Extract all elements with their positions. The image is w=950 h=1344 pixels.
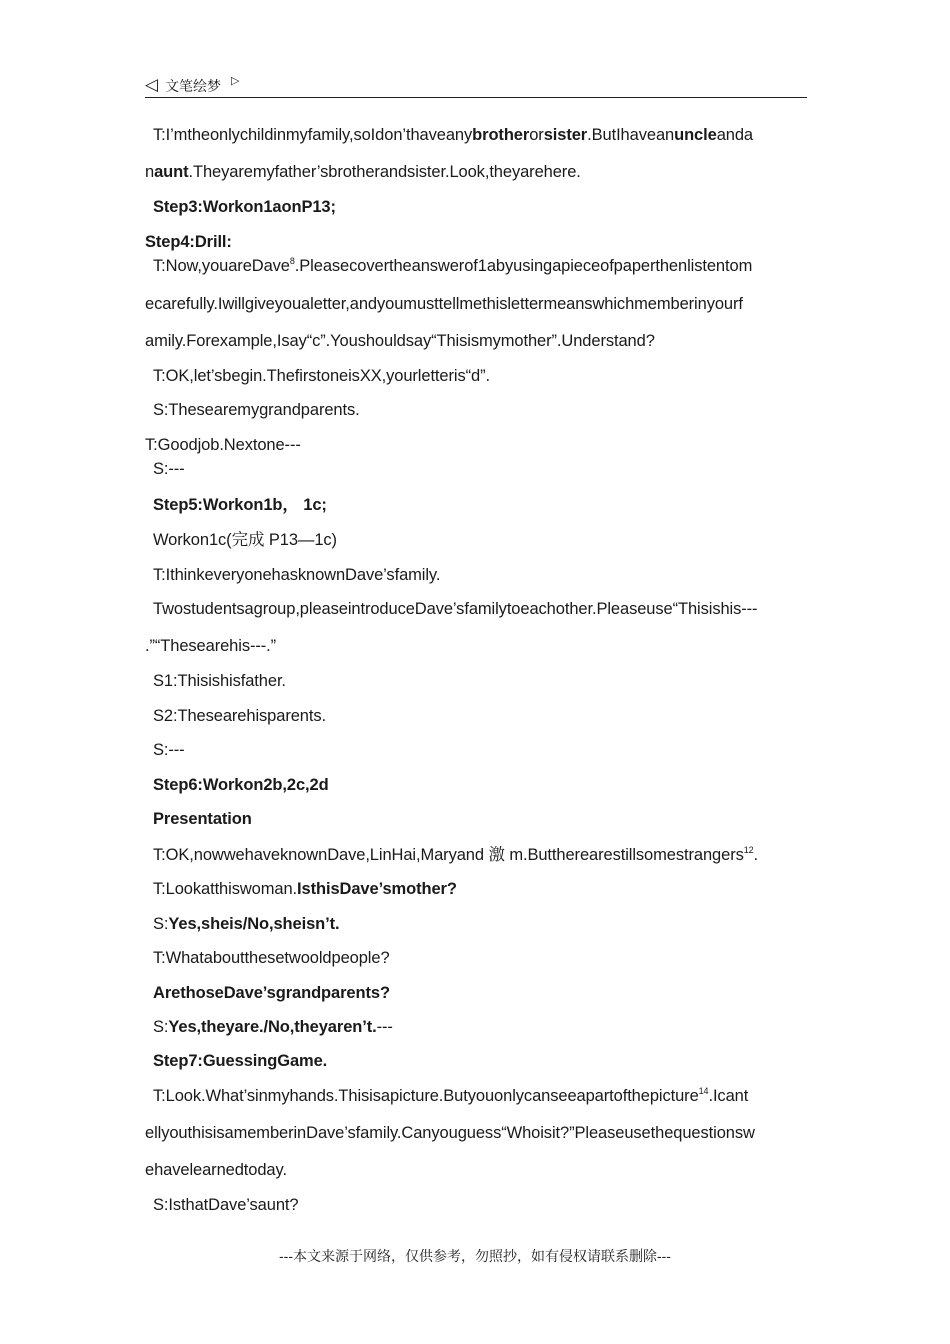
- text-line: [145, 435, 810, 455]
- text-line: [153, 530, 810, 550]
- bold-text: IsthisDave’smother?: [297, 880, 457, 898]
- text-segment: T:Whataboutthesetwooldpeople?: [153, 949, 390, 967]
- text-line: [153, 125, 810, 145]
- text-segment: ellyouthisisamemberinDave’sfamily.Canyouguess“Whoisit?”Pleaseusethequestionsw: [145, 1124, 755, 1142]
- bold-text: sister: [543, 126, 588, 144]
- text-segment: S2:Thesearehisparents.: [153, 707, 326, 725]
- text-line: [153, 565, 810, 585]
- bold-text: brother: [472, 126, 530, 144]
- text-line: [145, 162, 810, 182]
- text-line: [153, 1086, 810, 1106]
- bold-text: Step4:Drill:: [145, 233, 232, 251]
- bold-text: Yes,theyare./No,theyaren’t.: [168, 1018, 377, 1036]
- text-line: [153, 599, 810, 619]
- text-line: [153, 495, 810, 515]
- text-segment: T:OK,nowwehaveknownDave,LinHai,Maryand 激 m.Buttherearestillsomestrangers: [153, 846, 744, 864]
- footnote-marker: 14: [698, 1086, 709, 1096]
- text-line: [145, 331, 810, 351]
- text-line: [153, 1017, 810, 1037]
- text-segment: ---: [376, 1018, 393, 1036]
- text-segment: S:: [153, 1018, 169, 1036]
- text-segment: T:OK,let’sbegin.ThefirstoneisXX,yourletteris“d”.: [153, 367, 490, 385]
- bold-text: ArethoseDave’sgrandparents?: [153, 984, 390, 1002]
- text-segment: .Icant: [708, 1087, 749, 1105]
- text-line: [153, 366, 810, 386]
- bold-text: Presentation: [153, 810, 252, 828]
- text-segment: .ButIhavean: [587, 126, 675, 144]
- triangle-left-icon: ◁: [145, 75, 159, 94]
- text-segment: .”“Thesearehis---.”: [145, 637, 277, 655]
- text-segment: S1:Thisishisfather.: [153, 672, 286, 690]
- bold-text: aunt: [154, 163, 189, 181]
- text-line: [153, 809, 810, 829]
- text-segment: ecarefully.Iwillgiveyoualetter,andyoumusttellmethislettermeanswhichmemberinyourf: [145, 295, 743, 313]
- text-segment: anda: [716, 126, 754, 144]
- bold-text: Step7:GuessingGame.: [153, 1052, 328, 1070]
- footnote-marker: 8: [289, 256, 295, 266]
- header-title: 文笔绘梦: [165, 78, 221, 94]
- text-line: [153, 740, 810, 760]
- text-line: [153, 845, 810, 865]
- text-line: [145, 1160, 810, 1180]
- text-segment: S:IsthatDave’saunt?: [153, 1196, 299, 1214]
- text-segment: .Theyaremyfather’sbrotherandsister.Look,theyarehere.: [188, 163, 581, 181]
- text-line: [153, 671, 810, 691]
- header-rule: [145, 97, 807, 98]
- text-line: [153, 775, 810, 795]
- text-segment: T:Lookatthiswoman.: [153, 880, 298, 898]
- triangle-right-icon: ▷: [231, 75, 240, 87]
- footnote-marker: 12: [743, 845, 754, 855]
- text-segment: S:: [153, 915, 169, 933]
- text-segment: T:IthinkeveryonehasknownDave’sfamily.: [153, 566, 441, 584]
- text-segment: S:---: [153, 741, 185, 759]
- text-segment: T:Goodjob.Nextone---: [145, 436, 301, 454]
- bold-text: Yes,sheis/No,sheisn’t.: [168, 915, 340, 933]
- text-line: [153, 706, 810, 726]
- text-segment: S:Thesearemygrandparents.: [153, 401, 360, 419]
- text-segment: S:---: [153, 460, 185, 478]
- text-line: [153, 879, 810, 899]
- text-line: [153, 197, 810, 217]
- text-line: [153, 983, 810, 1003]
- text-segment: .: [753, 846, 759, 864]
- text-segment: T:I’mtheonlychildinmyfamily,soIdon’thaveany: [153, 126, 473, 144]
- bold-text: Step6:Workon2b,2c,2d: [153, 776, 329, 794]
- text-segment: ehavelearnedtoday.: [145, 1161, 287, 1179]
- text-segment: Workon1c(完成 P13—1c): [153, 531, 337, 549]
- text-line: [153, 948, 810, 968]
- text-segment: .Pleasecovertheanswerof1abyusingapieceofpaperthenlistentom: [294, 257, 753, 275]
- text-segment: Twostudentsagroup,pleaseintroduceDave’sfamilytoeachother.Pleaseuse“Thisishis---: [153, 600, 758, 618]
- text-segment: T:Now,youareDave: [153, 257, 290, 275]
- text-line: [153, 1051, 810, 1071]
- bold-text: Step5:Workon1b， 1c;: [153, 496, 327, 514]
- text-segment: n: [145, 163, 155, 181]
- page-footer: ---本文来源于网络，仅供参考，勿照抄，如有侵权请联系删除---: [279, 1248, 671, 1264]
- text-line: [145, 232, 810, 252]
- text-line: [153, 1195, 810, 1215]
- bold-text: uncle: [674, 126, 717, 144]
- text-segment: amily.Forexample,Isay“c”.Youshouldsay“Thisismymother”.Understand?: [145, 332, 655, 350]
- page-header: [145, 72, 807, 98]
- text-line: [145, 1123, 810, 1143]
- text-segment: or: [529, 126, 544, 144]
- text-line: [153, 914, 810, 934]
- bold-text: Step3:Workon1aonP13;: [153, 198, 336, 216]
- text-segment: T:Look.What’sinmyhands.Thisisapicture.Butyouonlycanseeapartofthepicture: [153, 1087, 699, 1105]
- text-line: [153, 400, 810, 420]
- text-line: [153, 459, 810, 479]
- text-line: [145, 636, 810, 656]
- text-line: [153, 256, 810, 276]
- text-line: [145, 294, 810, 314]
